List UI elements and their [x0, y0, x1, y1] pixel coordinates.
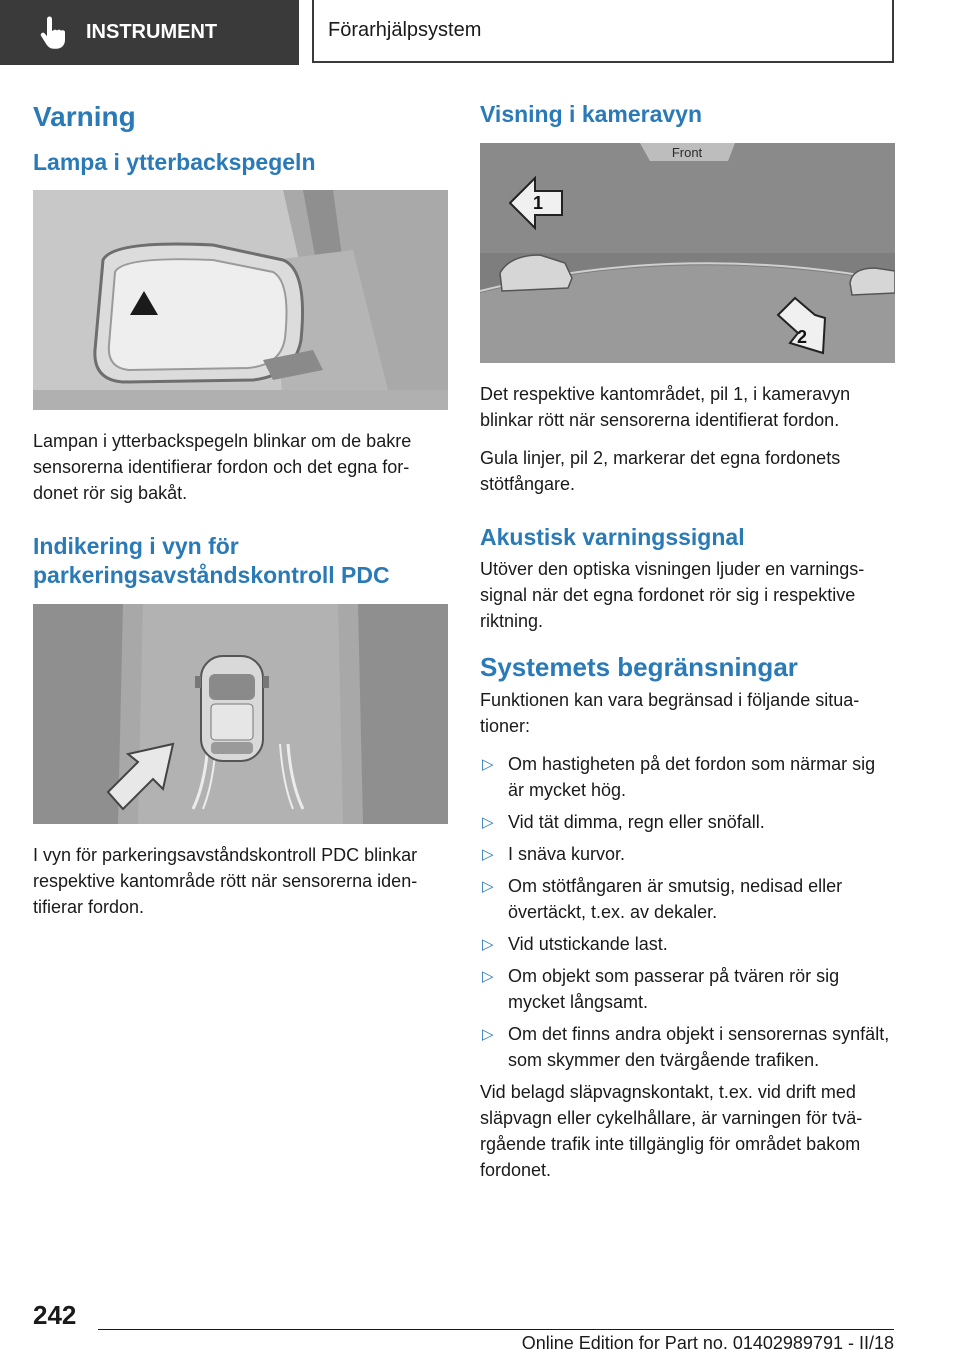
edition-text: Online Edition for Part no. 01402989791 - II/18 — [521, 1333, 894, 1353]
text-pdc-view: I vyn för parkeringsavståndskontroll PDC blinkar respektive kantområde rött när sensorerna identifierar fordon. — [33, 844, 418, 917]
list-item: ▷ Vid utstickande last. — [480, 931, 895, 957]
pdc-illustration — [33, 604, 448, 824]
list-item: ▷ Vid tät dimma, regn eller snöfall. — [480, 809, 895, 835]
list-item: ▷ Om stötfångaren är smutsig, nedisad eller övertäckt, t.ex. av dekaler. — [482, 875, 843, 922]
list-item: ▷ Om objekt som passerar på tvären rör sig mycket långsamt. — [482, 965, 840, 1012]
heading-warning: Varning — [33, 101, 136, 132]
camera-illustration — [480, 143, 895, 363]
limits-list — [480, 751, 895, 1073]
triangle-bullet-icon: ▷ — [482, 813, 494, 831]
text-system-limits: Funktionen kan vara begränsad i följande situationer: — [480, 689, 860, 736]
heading-pdc-view: Indikering i vyn för parkeringsavståndskontroll PDC — [33, 533, 390, 589]
list-item: ▷ Om hastigheten på det fordon som närmar sig är mycket hög. — [482, 753, 876, 800]
chapter-tab — [312, 0, 894, 63]
footer-divider — [98, 1329, 894, 1330]
car-top-view-icon — [195, 656, 269, 761]
text-camera-1: Det respektive kantområdet, pil 1, i kameravyn blinkar rött när sensorerna identifierat fordon. — [480, 383, 851, 430]
list-item: ▷ I snäva kurvor. — [480, 841, 895, 867]
triangle-bullet-icon: ▷ — [482, 877, 494, 895]
text-mirror-lamp: Lampan i ytterbackspegeln blinkar om de bakre sensorerna identifierar fordon och det egna fordonet rör sig bakåt. — [33, 431, 412, 504]
triangle-bullet-icon: ▷ — [482, 755, 494, 773]
heading-camera-view: Visning i kameravyn — [480, 101, 703, 127]
chapter-title: Förarhjälpsystem — [328, 19, 482, 41]
text-trailer-note: Vid belagd släpvagnskontakt, t.ex. vid drift med släpvagn eller cykelhållare, är varningen för tvärgående trafik inte tillgänglig för området bakom fordonet. — [480, 1081, 863, 1180]
heading-system-limits: Systemets begränsningar — [480, 651, 798, 682]
heading-mirror-lamp: Lampa i ytterbackspegeln — [33, 148, 316, 175]
mirror-illustration — [33, 190, 448, 410]
right-column — [480, 100, 895, 1195]
svg-text:1: 1 — [532, 192, 544, 213]
heading-acoustic-signal: Akustisk varningssignal — [480, 523, 745, 550]
triangle-bullet-icon: ▷ — [482, 935, 494, 953]
text-camera-2: Gula linjer, pil 2, markerar det egna fordonets stötfångare. — [480, 447, 841, 494]
text-acoustic-signal: Utöver den optiska visningen ljuder en varningssignal när det egna fordonet rör sig i respektive riktning. — [480, 558, 865, 631]
camera-front-label: Front — [671, 144, 703, 160]
page-number: 242 — [33, 1300, 77, 1330]
section-tab — [0, 0, 299, 65]
section-title: INSTRUMENT — [86, 21, 218, 43]
svg-text:2: 2 — [796, 326, 808, 347]
pointing-hand-icon — [34, 15, 70, 51]
triangle-bullet-icon: ▷ — [482, 1025, 494, 1043]
list-item: ▷ Om det finns andra objekt i sensorernas synfält, som skymmer den tvärgående trafiken. — [482, 1023, 890, 1070]
triangle-bullet-icon: ▷ — [482, 967, 494, 985]
left-column — [33, 100, 448, 932]
triangle-bullet-icon: ▷ — [482, 845, 494, 863]
